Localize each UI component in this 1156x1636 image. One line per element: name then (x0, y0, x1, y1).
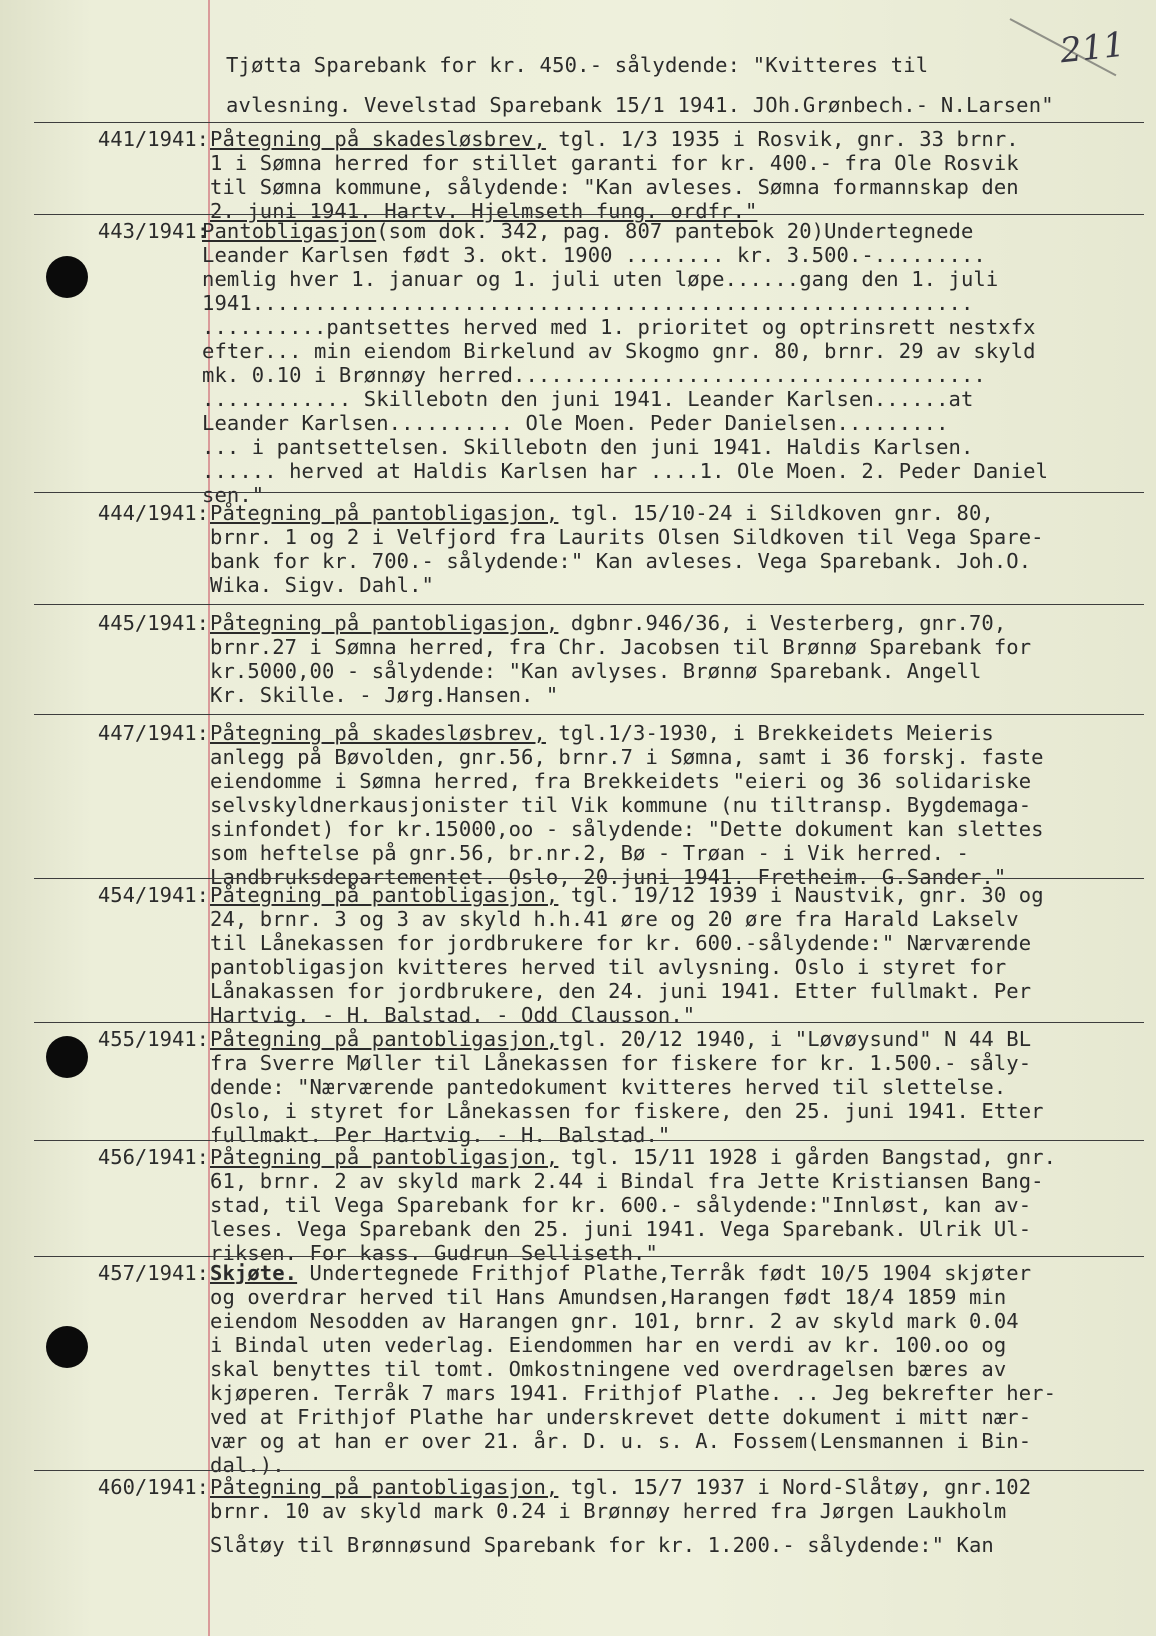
entry-number: 460/1941: (97, 1475, 209, 1499)
entry-line: Leander Karlsen.......... Ole Moen. Peder Danielsen......... (202, 411, 949, 435)
entry-line: leses. Vega Sparebank den 25. juni 1941. Vega Sparebank. Ulrik Ul- (210, 1217, 1032, 1241)
entry-body (210, 611, 1140, 707)
entry-line: pantobligasjon kvitteres herved til avlysning. Oslo i styret for (210, 955, 1007, 979)
entry-line: bank for kr. 700.- sålydende:" Kan avleses. Vega Sparebank. Joh.O. (210, 549, 1032, 573)
entry-line: tgl. 20/12 1940, i "Løvøysund" N 44 BL (558, 1027, 1032, 1051)
entry-body (210, 501, 1140, 597)
entry-line: eiendom Nesodden av Harangen gnr. 101, brnr. 2 av skyld mark 0.04 (210, 1309, 1019, 1333)
entry-heading: Påtegning på pantobligasjon, (210, 611, 559, 635)
entry-line: 2. juni 1941. Hartv. Hjelmseth fung. ordfr." (210, 199, 758, 223)
entry-line: Hartvig. - H. Balstad. - Odd Clausson." (210, 1003, 696, 1027)
entry-line: mk. 0.10 i Brønnøy herred...................................... (202, 363, 986, 387)
entry-line: efter... min eiendom Birkelund av Skogmo gnr. 80, brnr. 29 av skyld (202, 339, 1036, 363)
entry-number: 447/1941: (97, 721, 209, 745)
entry-line: Wika. Sigv. Dahl." (210, 573, 434, 597)
entry-number: 444/1941: (97, 501, 209, 525)
entry-447 (34, 714, 1144, 889)
entry-line: sen." (202, 483, 265, 507)
entry-454 (34, 878, 1144, 1027)
entry-line: ... i pantsettelsen. Skillebotn den juni 1941. Haldis Karlsen. (202, 435, 974, 459)
entry-line: dal.). (210, 1453, 285, 1477)
entry-460 (34, 1470, 1144, 1591)
intro-line: avlesning. Vevelstad Sparebank 15/1 1941. JOh.Grønbech.- N.Larsen" (226, 93, 1054, 117)
entry-number: 457/1941: (97, 1261, 209, 1285)
entry-line: til Sømna kommune, sålydende: "Kan avleses. Sømna formannskap den (210, 175, 1019, 199)
entry-number: 456/1941: (97, 1145, 209, 1169)
entry-body (210, 1145, 1140, 1265)
entry-line: fullmakt. Per Hartvig. - H. Balstad." (210, 1123, 671, 1147)
entry-body (202, 219, 1132, 507)
entry-line: i Bindal uten vederlag. Eiendommen har en verdi av kr. 100.oo og (210, 1333, 1007, 1357)
entry-line: riksen. For kass. Gudrun Selliseth." (210, 1241, 658, 1265)
entry-line: fra Sverre Møller til Lånekassen for fiskere for kr. 1.500.- såly- (210, 1051, 1032, 1075)
entry-body (210, 1261, 1140, 1477)
entry-444 (34, 492, 1144, 605)
entry-line: Leander Karlsen født 3. okt. 1900 ........ kr. 3.500.-......... (202, 243, 986, 267)
entry-heading: Påtegning på skadesløsbrev, (210, 721, 546, 745)
entry-heading: Påtegning på pantobligasjon, (210, 1027, 559, 1051)
intro-text (226, 46, 1126, 126)
entry-number: 445/1941: (97, 611, 209, 635)
entry-457 (34, 1256, 1144, 1477)
entry-line: ..........pantsettes herved med 1. prioritet og optrinsrett nestxfx (202, 315, 1036, 339)
entry-line: 1 i Sømna herred for stillet garanti for kr. 400.- fra Ole Rosvik (210, 151, 1019, 175)
entry-line: nemlig hver 1. januar og 1. juli uten løpe......gang den 1. juli (202, 267, 999, 291)
entry-line: Undertegnede Frithjof Plathe,Terråk født 10/5 1904 skjøter (297, 1261, 1032, 1285)
entry-445 (34, 604, 1144, 715)
entry-line: dende: "Nærværende pantedokument kvitteres herved til slettelse. (210, 1075, 1007, 1099)
entry-line: tgl. 15/7 1937 i Nord-Slåtøy, gnr.102 (558, 1475, 1032, 1499)
entry-456 (34, 1140, 1144, 1265)
entry-heading: Påtegning på skadesløsbrev, (210, 127, 546, 151)
entry-body (210, 1027, 1140, 1147)
entry-line: tgl. 19/12 1939 i Naustvik, gnr. 30 og (558, 883, 1044, 907)
entry-441 (34, 122, 1144, 223)
entry-line: ...... herved at Haldis Karlsen har ....1. Ole Moen. 2. Peder Daniel (202, 459, 1049, 483)
entry-heading: Påtegning på pantobligasjon, (210, 883, 559, 907)
intro-line: Tjøtta Sparebank for kr. 450.- sålydende: "Kvitteres til (226, 53, 929, 77)
entry-number: 441/1941: (97, 127, 209, 151)
entry-heading: Påtegning på pantobligasjon, (210, 1145, 559, 1169)
entry-number: 454/1941: (97, 883, 209, 907)
entry-line: 1941.......................................................... (202, 291, 974, 315)
entry-line: Landbruksdepartementet. Oslo, 20.juni 1941. Fretheim. G.Sander." (210, 865, 1007, 889)
entry-number: 455/1941: (97, 1027, 209, 1051)
entry-line: Kr. Skille. - Jørg.Hansen. " (210, 683, 559, 707)
entry-line: som heftelse på gnr.56, br.nr.2, Bø - Trøan - i Vik herred. - (210, 841, 969, 865)
entry-heading: Påtegning på pantobligasjon, (210, 1475, 559, 1499)
entry-line: Oslo, i styret for Lånekassen for fiskere, den 25. juni 1941. Etter (210, 1099, 1044, 1123)
entry-line: tgl. 15/10-24 i Sildkoven gnr. 80, (558, 501, 994, 525)
entry-line: og overdrar herved til Hans Amundsen,Harangen født 18/4 1859 min (210, 1285, 1007, 1309)
entry-heading: Påtegning på pantobligasjon, (210, 501, 559, 525)
entry-line: Lånakassen for jordbrukere, den 24. juni 1941. Etter fullmakt. Per (210, 979, 1032, 1003)
entry-line: eiendomme i Sømna herred, fra Brekkeidets "eieri og 36 solidariske (210, 769, 1032, 793)
entry-line: sinfondet) for kr.15000,oo - sålydende: "Dette dokument kan slettes (210, 817, 1044, 841)
entry-body (210, 127, 1140, 223)
entry-line: kr.5000,00 - sålydende: "Kan avlyses. Brønnø Sparebank. Angell (210, 659, 982, 683)
entry-line: tgl. 15/11 1928 i gården Bangstad, gnr. (558, 1145, 1057, 1169)
entry-heading: Pantobligasjon (202, 219, 377, 243)
entry-line: brnr.27 i Sømna herred, fra Chr. Jacobsen til Brønnø Sparebank for (210, 635, 1032, 659)
entry-line: tgl.1/3-1930, i Brekkeidets Meieris (545, 721, 994, 745)
entry-443 (34, 214, 1144, 507)
entry-line: anlegg på Bøvolden, gnr.56, brnr.7 i Sømna, samt i 36 forskj. faste (210, 745, 1044, 769)
page-number: 211 (1058, 24, 1127, 72)
entry-body (210, 1475, 1140, 1557)
entry-body (210, 883, 1140, 1027)
entry-line: brnr. 1 og 2 i Velfjord fra Laurits Olsen Sildkoven til Vega Spare- (210, 525, 1044, 549)
entry-line: ............ Skillebotn den juni 1941. Leander Karlsen......at (202, 387, 974, 411)
entry-heading: Skjøte. (210, 1261, 298, 1285)
entry-line: 24, brnr. 3 og 3 av skyld h.h.41 øre og 20 øre fra Harald Lakselv (210, 907, 1019, 931)
entry-body (210, 721, 1140, 889)
entry-line: til Lånekassen for jordbrukere for kr. 600.-sålydende:" Nærværende (210, 931, 1032, 955)
entry-number: 443/1941: (97, 219, 209, 243)
entry-line: ved at Frithjof Plathe har underskrevet dette dokument i mitt nær- (210, 1405, 1032, 1429)
entry-line: 61, brnr. 2 av skyld mark 2.44 i Bindal fra Jette Kristiansen Bang- (210, 1169, 1044, 1193)
entry-line: dgbnr.946/36, i Vesterberg, gnr.70, (558, 611, 1007, 635)
entry-line: Slåtøy til Brønnøsund Sparebank for kr. 1.200.- sålydende:" Kan (210, 1533, 994, 1557)
entry-455 (34, 1022, 1144, 1147)
entry-line: selvskyldnerkausjonister til Vik kommune (nu tiltransp. Bygdemaga- (210, 793, 1032, 817)
entry-line: (som dok. 342, pag. 807 pantebok 20)Undertegnede (376, 219, 974, 243)
entry-line: tgl. 1/3 1935 i Rosvik, gnr. 33 brnr. (545, 127, 1019, 151)
entry-line: skal benyttes til tomt. Omkostningene ved overdragelsen bæres av (210, 1357, 1007, 1381)
entry-line: brnr. 10 av skyld mark 0.24 i Brønnøy herred fra Jørgen Laukholm (210, 1499, 1007, 1523)
entry-line: vær og at han er over 21. år. D. u. s. A. Fossem(Lensmannen i Bin- (210, 1429, 1032, 1453)
entry-line: stad, til Vega Sparebank for kr. 600.- sålydende:"Innløst, kan av- (210, 1193, 1032, 1217)
entry-line: kjøperen. Terråk 7 mars 1941. Frithjof Plathe. .. Jeg bekrefter her- (210, 1381, 1057, 1405)
